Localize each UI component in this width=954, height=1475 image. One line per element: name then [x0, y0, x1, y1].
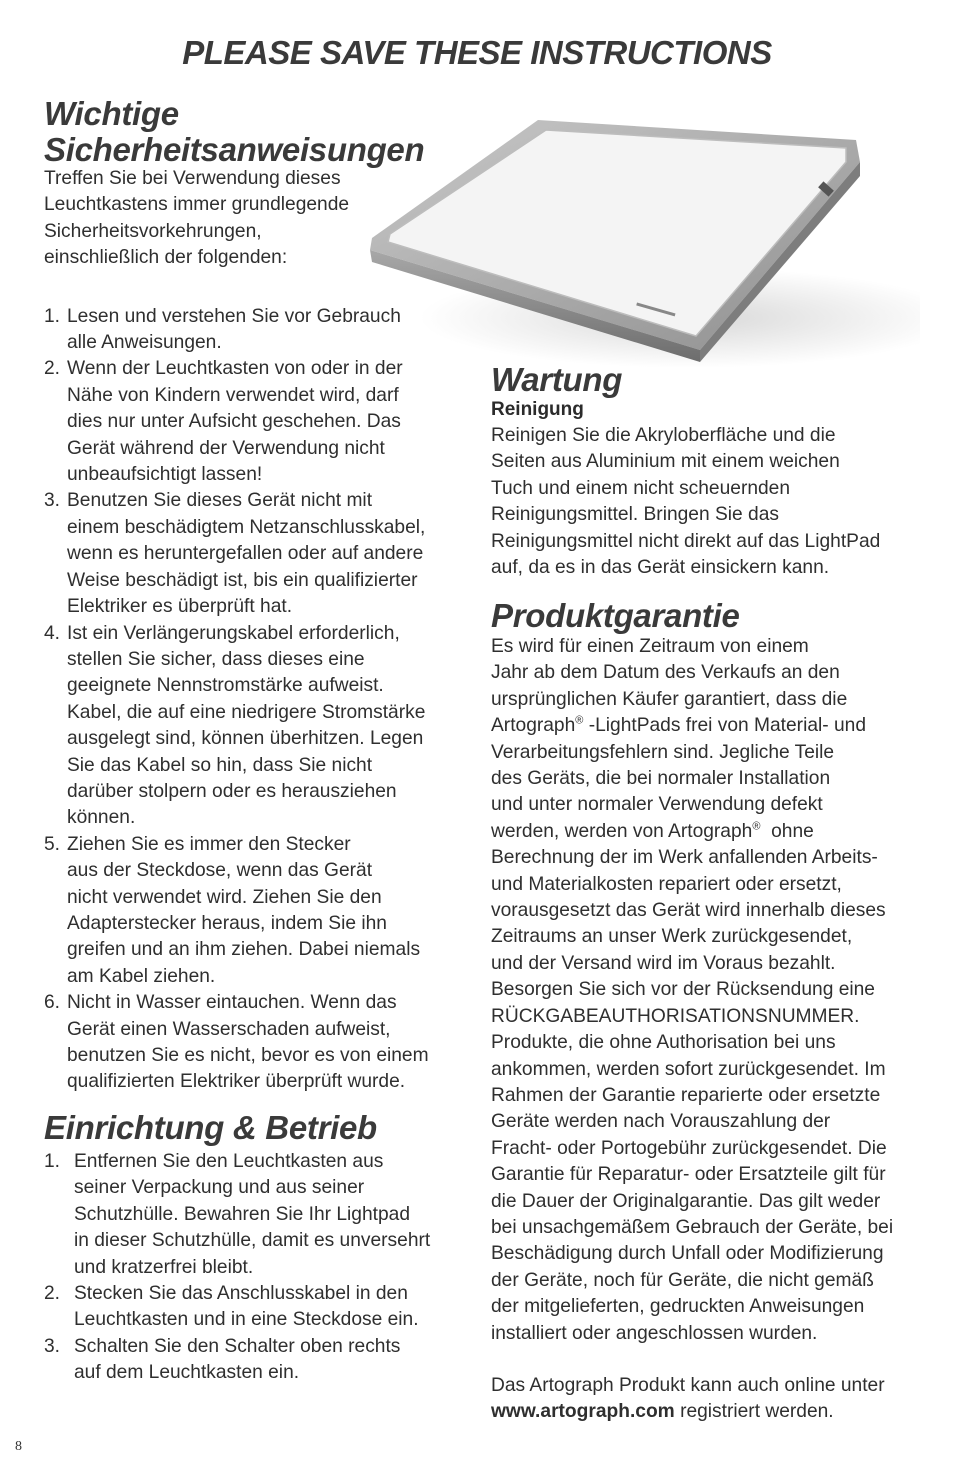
maintenance-subheading: Reinigung	[491, 399, 584, 420]
text-line: Rahmen der Garantie reparierte oder ersetzte	[491, 1084, 881, 1106]
list-line: greifen und an ihm ziehen. Dabei niemals	[67, 939, 421, 961]
text-line: Berechnung der im Werk anfallenden Arbeits-	[491, 847, 878, 869]
list-line: qualifizierten Elektriker überprüft wurde.	[67, 1071, 406, 1093]
safety-intro-line: Treffen Sie bei Verwendung dieses	[44, 168, 341, 189]
list-line: darüber stolpern oder es herausziehen	[67, 780, 397, 802]
list-line: in dieser Schutzhülle, damit es unversehrt	[74, 1230, 431, 1252]
register-line	[491, 1399, 921, 1425]
list-number: 2.	[44, 358, 61, 380]
text-line: ankommen, werden sofort zurückgesendet. Im	[491, 1058, 886, 1080]
list-line: Elektriker es überprüft hat.	[67, 596, 293, 618]
list-line: Benutzen Sie dieses Gerät nicht mit	[67, 490, 373, 512]
list-number: 2.	[44, 1283, 61, 1305]
safety-section	[44, 96, 474, 1096]
safety-intro-line: Sicherheitsvorkehrungen,	[44, 220, 262, 242]
warranty-text	[491, 634, 921, 1426]
list-line: Kabel, die auf eine niedrigere Stromstärke	[67, 701, 426, 723]
list-line: einem beschädigtem Netzanschlusskabel,	[67, 516, 426, 538]
text-line: Garantie für Reparatur- oder Ersatzteile gilt für	[491, 1164, 886, 1186]
safety-intro-line: Leuchtkastens immer grundlegende	[44, 194, 350, 216]
text-line: ursprünglichen Käufer garantiert, dass die	[491, 688, 848, 710]
safety-intro-line: einschließlich der folgenden:	[44, 247, 288, 269]
maintenance-text	[491, 423, 921, 581]
list-item	[44, 1334, 474, 1387]
list-line: aus der Steckdose, wenn das Gerät	[67, 860, 373, 882]
safety-intro	[44, 166, 474, 272]
safety-heading-line1: Wichtige	[44, 95, 179, 132]
text-span: werden, werden von Artograph	[491, 820, 753, 842]
text-line: Verarbeitungsfehlern sind. Jegliche Teile	[491, 741, 835, 763]
text-line: und Materialkosten repariert oder ersetzt,	[491, 873, 842, 895]
setup-section	[44, 1110, 474, 1387]
setup-list	[44, 1149, 474, 1387]
list-line: Ist ein Verlängerungskabel erforderlich,	[67, 622, 400, 644]
text-line: Besorgen Sie sich vor der Rücksendung eine	[491, 979, 875, 1001]
list-line: dies nur unter Aufsicht geschehen. Das	[67, 411, 401, 433]
text-line: Geräte werden nach Vorauszahlung der	[491, 1111, 831, 1133]
list-item	[44, 621, 474, 832]
text-line: Jahr ab dem Datum des Verkaufs an den	[491, 662, 840, 684]
text-span: registriert werden.	[674, 1401, 834, 1423]
list-line: benutzen Sie es nicht, bevor es von einem	[67, 1045, 429, 1066]
list-line: Nähe von Kindern verwendet wird, darf	[67, 384, 399, 406]
register-line: Das Artograph Produkt kann auch online unter	[491, 1374, 885, 1396]
text-span: ohne	[760, 820, 814, 842]
text-line: und der Versand wird im Voraus bezahlt.	[491, 952, 836, 974]
text-line: Produkte, die ohne Authorisation bei uns	[491, 1032, 836, 1054]
text-span: Artograph	[491, 715, 576, 737]
list-number: 1.	[44, 305, 61, 327]
list-line: alle Anweisungen.	[67, 332, 222, 354]
list-line: Nicht in Wasser eintauchen. Wenn das	[67, 992, 397, 1014]
list-number: 4.	[44, 622, 61, 644]
text-line: Reinigungsmittel nicht direkt auf das LightPad	[491, 530, 881, 552]
list-line: ausgelegt sind, können überhitzen. Legen	[67, 728, 424, 750]
list-line: am Kabel ziehen.	[67, 965, 216, 987]
list-item	[44, 304, 474, 357]
list-line: Schutzhülle. Bewahren Sie Ihr Lightpad	[74, 1203, 410, 1225]
text-line: und unter normaler Verwendung defekt	[491, 794, 823, 816]
list-line: geeignete Nennstromstärke aufweist.	[67, 675, 384, 697]
list-line: Weise beschädigt ist, bis ein qualifizierter	[67, 569, 418, 591]
text-line	[491, 713, 921, 739]
list-line: Schalten Sie den Schalter oben rechts	[74, 1335, 401, 1357]
list-line: stellen Sie sicher, dass dieses eine	[67, 648, 365, 670]
list-item	[44, 488, 474, 620]
list-line: Leuchtkasten und in eine Steckdose ein.	[74, 1309, 419, 1331]
text-line: Tuch und einem nicht scheuernden	[491, 477, 791, 499]
list-item	[44, 356, 474, 488]
list-line: Lesen und verstehen Sie vor Gebrauch	[67, 305, 401, 327]
text-line: Fracht- oder Portogebühr zurückgesendet. Die	[491, 1137, 887, 1159]
list-item	[44, 1149, 474, 1281]
website-link[interactable]: www.artograph.com	[491, 1401, 675, 1423]
text-line	[491, 819, 921, 845]
text-line: RÜCKGABEAUTHORISATIONSNUMMER.	[491, 1005, 860, 1027]
list-line: Wenn der Leuchtkasten von oder in der	[67, 358, 403, 380]
text-line: der Geräte, noch für Geräte, die nicht gemäß	[491, 1269, 874, 1291]
list-number: 6.	[44, 992, 61, 1014]
text-line: Reinigungsmittel. Bringen Sie das	[491, 504, 779, 526]
registered-mark: ®	[752, 820, 761, 833]
text-line: Beschädigung durch Unfall oder Modifizierung	[491, 1243, 884, 1265]
list-line: Ziehen Sie es immer den Stecker	[67, 833, 351, 855]
page-number: 8	[15, 1439, 22, 1454]
text-line: auf, da es in das Gerät einsickern kann.	[491, 557, 830, 579]
warranty-heading: Produktgarantie	[491, 597, 740, 634]
safety-list	[44, 304, 474, 1096]
list-line: Gerät einen Wasserschaden aufweist,	[67, 1018, 391, 1040]
text-line: Seiten aus Aluminium mit einem weichen	[491, 451, 840, 473]
list-item	[44, 832, 474, 990]
warranty-section	[491, 598, 921, 1426]
text-span: -LightPads frei von Material- und	[583, 715, 866, 737]
list-line: Gerät während der Verwendung nicht	[67, 437, 385, 459]
registered-mark: ®	[575, 714, 584, 727]
list-item	[44, 990, 474, 1096]
maintenance-section	[491, 362, 921, 581]
list-number: 3.	[44, 490, 61, 512]
list-line: unbeaufsichtigt lassen!	[67, 464, 263, 486]
list-line: seiner Verpackung und aus seiner	[74, 1177, 365, 1199]
list-line: auf dem Leuchtkasten ein.	[74, 1362, 300, 1384]
list-number: 1.	[44, 1151, 61, 1172]
maintenance-heading: Wartung	[491, 361, 623, 398]
list-number: 5.	[44, 833, 61, 855]
text-line: Es wird für einen Zeitraum von einem	[491, 636, 809, 657]
list-line: Sie das Kabel so hin, dass Sie nicht	[67, 754, 373, 776]
text-line: die Dauer der Originalgarantie. Das gilt weder	[491, 1190, 881, 1212]
text-line: Reinigen Sie die Akryloberfläche und die	[491, 425, 836, 446]
list-line: und kratzerfrei bleibt.	[74, 1256, 254, 1278]
safety-heading	[44, 96, 474, 168]
list-line: nicht verwendet wird. Ziehen Sie den	[67, 886, 382, 908]
list-line: wenn es heruntergefallen oder auf andere	[67, 543, 424, 565]
list-item	[44, 1281, 474, 1334]
text-line: des Geräts, die bei normaler Installation	[491, 768, 831, 790]
list-line: Stecken Sie das Anschlusskabel in den	[74, 1283, 408, 1305]
list-line: Entfernen Sie den Leuchtkasten aus	[74, 1151, 384, 1172]
list-number: 3.	[44, 1335, 61, 1357]
text-line: vorausgesetzt das Gerät wird innerhalb dieses	[491, 900, 886, 922]
text-line: Zeitraums an unser Werk zurückgesendet,	[491, 926, 853, 948]
text-line: der mitgelieferten, gedruckten Anweisungen	[491, 1296, 865, 1318]
safety-heading-line2: Sicherheitsanweisungen	[44, 131, 425, 168]
list-line: können.	[67, 807, 136, 829]
setup-heading: Einrichtung & Betrieb	[44, 1109, 377, 1146]
list-line: Adapterstecker heraus, indem Sie ihn	[67, 912, 387, 934]
page-title: PLEASE SAVE THESE INSTRUCTIONS	[182, 34, 772, 71]
text-line: bei unsachgemäßem Gebrauch der Geräte, bei	[491, 1216, 894, 1238]
text-line: installiert oder angeschlossen wurden.	[491, 1322, 818, 1344]
